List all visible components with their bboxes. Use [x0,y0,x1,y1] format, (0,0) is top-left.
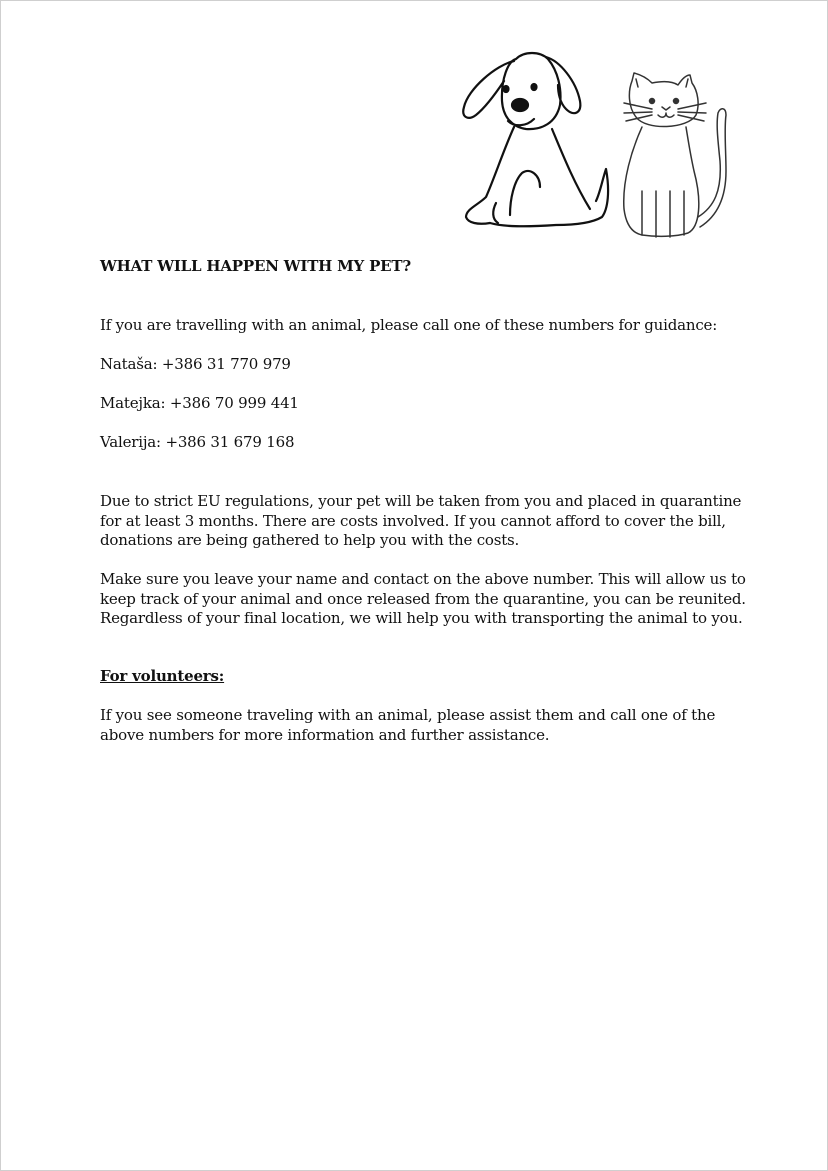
volunteers-heading: For volunteers: [100,667,225,685]
cat-icon [624,73,726,237]
document-title: WHAT WILL HAPPEN WITH MY PET? [100,257,411,275]
pet-illustration [456,41,731,241]
contact-natasa: Nataša: +386 31 770 979 [100,355,291,373]
quarantine-paragraph: Due to strict EU regulations, your pet will be taken from you and placed in quarantine for at least 3 months. There are costs involved. If you cannot afford to cover the bill, donations are being gathered to help you with the costs. [100,492,742,549]
dog-icon [463,53,608,226]
contact-valerija: Valerija: +386 31 679 168 [100,433,295,451]
intro-text: If you are travelling with an animal, please call one of these numbers for guidance: [100,316,718,334]
contact-info-paragraph: Make sure you leave your name and contact on the above number. This will allow us to keep track of your animal and once released from the quarantine, you can be reunited. Regardless of your final location, we will help you with transporting the animal to you. [100,570,746,627]
volunteers-paragraph: If you see someone traveling with an animal, please assist them and call one of the above numbers for more information and further assistance. [100,706,716,744]
contact-matejka: Matejka: +386 70 999 441 [100,394,299,412]
